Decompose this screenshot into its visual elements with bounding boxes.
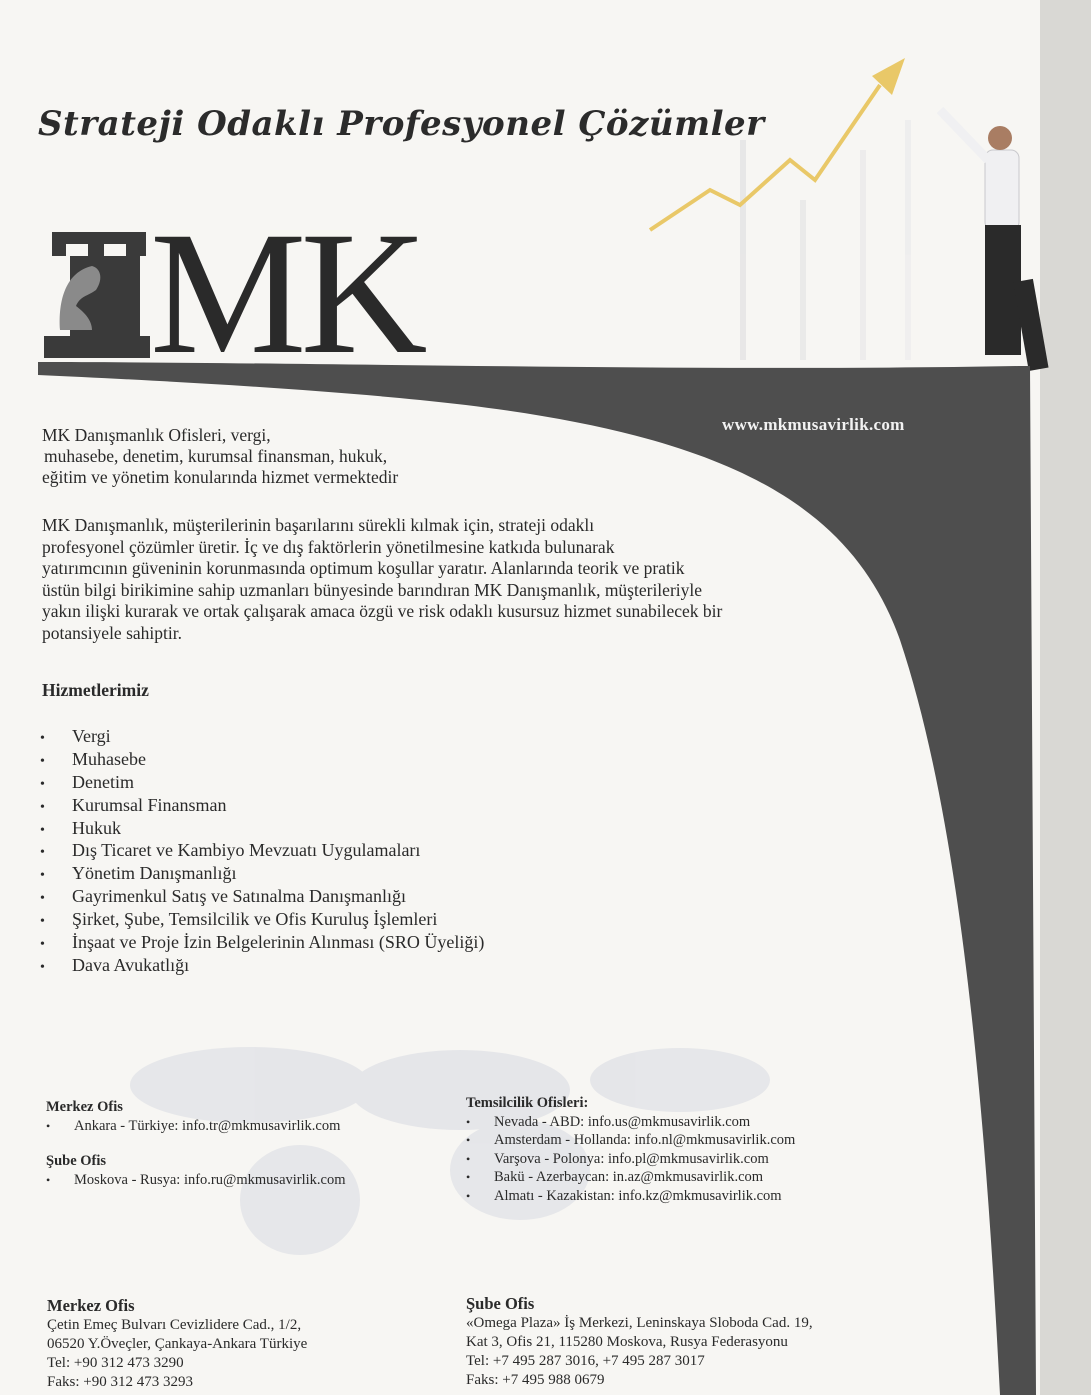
address-line: Çetin Emeç Bulvarı Cevizlidere Cad., 1/2, <box>47 1317 302 1333</box>
representative-offices-title: Temsilcilik Ofisleri: <box>466 1095 589 1111</box>
body-line: profesyonel çözümler üretir. İç ve dış faktörlerin yönetilmesine katkıda bulunarak <box>42 536 615 557</box>
fax-line: Faks: +90 312 473 3293 <box>47 1374 193 1390</box>
body-line: üstün bilgi birikimine sahip uzmanları bünyesinde barındıran MK Danışmanlık, müşterileriyle <box>42 579 703 600</box>
tagline: Strateji Odaklı Profesyonel Çözümler <box>38 104 765 144</box>
fax-line: Faks: +7 495 988 0679 <box>466 1372 605 1388</box>
body-line: yatırımcının güveninin korunmasında optimum koşullar yaratır. Alanlarında teorik ve pratik <box>42 558 685 578</box>
branch-office-block <box>46 1152 446 1189</box>
intro-line: muhasebe, denetim, kurumsal finansman, hukuk, <box>44 446 388 466</box>
representative-offices-block <box>466 1094 886 1205</box>
services-list <box>40 725 484 977</box>
service-item: • Denetim <box>40 771 134 792</box>
service-item: • Muhasebe <box>40 748 146 769</box>
services-title: Hizmetlerimiz <box>42 680 149 700</box>
office-contact-item: • Moskova - Rusya: info.ru@mkmusavirlik.com <box>46 1171 346 1188</box>
intro-line: MK Danışmanlık Ofisleri, vergi, <box>42 425 271 445</box>
website-link[interactable]: www.mkmusavirlik.com <box>722 415 905 434</box>
body-paragraph <box>42 515 872 644</box>
service-item: • Dış Ticaret ve Kambiyo Mevzuatı Uygulamaları <box>40 840 421 861</box>
address-title: Merkez Ofis <box>47 1296 135 1315</box>
intro-line: eğitim ve yönetim konularında hizmet vermektedir <box>42 467 399 487</box>
branch-office-title: Şube Ofis <box>46 1153 107 1169</box>
center-office-title: Merkez Ofis <box>46 1099 123 1115</box>
office-contact-item: • Amsterdam - Hollanda: info.nl@mkmusavirlik.com <box>466 1132 796 1148</box>
body-line: MK Danışmanlık, müşterilerinin başarılarını sürekli kılmak için, strateji odaklı <box>42 515 595 535</box>
service-item: • İnşaat ve Proje İzin Belgelerinin Alınması (SRO Üyeliği) <box>40 932 485 953</box>
service-item: • Gayrimenkul Satış ve Satınalma Danışmanlığı <box>40 886 406 907</box>
address-line: «Omega Plaza» İş Merkezi, Leninskaya Sloboda Cad. 19, <box>466 1315 813 1331</box>
office-contact-item: • Bakü - Azerbaycan: in.az@mkmusavirlik.com <box>466 1169 764 1185</box>
body-line: potansiyele sahiptir. <box>42 622 182 643</box>
service-item: • Dava Avukatlığı <box>40 954 190 975</box>
branch-office-address <box>466 1294 886 1390</box>
address-line: Kat 3, Ofis 21, 115280 Moskova, Rusya Federasyonu <box>466 1334 788 1350</box>
page-edge-shadow <box>1040 0 1091 1395</box>
body-line: yakın ilişki kurarak ve ortak çalışarak amaca özgü ve risk odaklı kusursuz hizmet sunabilecek bir <box>42 601 723 621</box>
address-line: 06520 Y.Öveçler, Çankaya-Ankara Türkiye <box>47 1336 308 1352</box>
office-contact-item: • Nevada - ABD: info.us@mkmusavirlik.com <box>466 1113 751 1130</box>
service-item: • Kurumsal Finansman <box>40 794 227 815</box>
office-contact-item: • Ankara - Türkiye: info.tr@mkmusavirlik.com <box>46 1117 341 1134</box>
businessman-figure <box>940 110 1049 371</box>
chess-knight-rook-icon <box>44 232 150 358</box>
center-office-address <box>47 1296 407 1392</box>
office-contact-item: • Varşova - Polonya: info.pl@mkmusavirlik.com <box>466 1150 769 1167</box>
phone-line: Tel: +90 312 473 3290 <box>47 1355 184 1371</box>
service-item: • Hukuk <box>40 817 121 838</box>
center-office-block <box>46 1098 446 1135</box>
phone-line: Tel: +7 495 287 3016, +7 495 287 3017 <box>466 1353 705 1369</box>
address-title: Şube Ofis <box>466 1294 535 1313</box>
logo-text: MK <box>150 196 422 391</box>
service-item: • Vergi <box>40 726 111 746</box>
intro-paragraph <box>42 425 562 488</box>
service-item: • Şirket, Şube, Temsilcilik ve Ofis Kuruluş İşlemleri <box>40 909 438 930</box>
office-contact-item: • Almatı - Kazakistan: info.kz@mkmusavirlik.com <box>466 1187 782 1204</box>
service-item: • Yönetim Danışmanlığı <box>40 863 237 884</box>
